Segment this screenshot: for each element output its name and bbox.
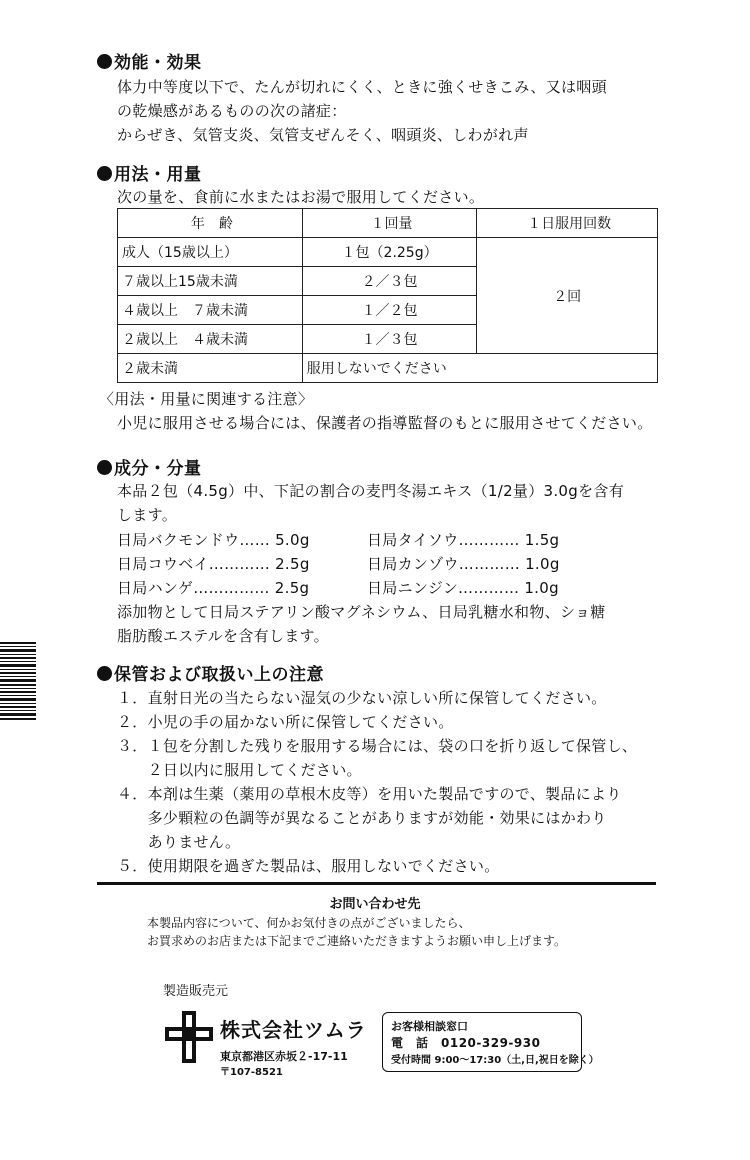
dosage-heading: 用法・用量 [97,160,202,185]
storage-item: ５．使用期限を過ぎた製品は、服用しないでください。 [117,857,500,875]
ingredient-item: 日局カンゾウ………… 1.0g [367,555,560,573]
table-row [118,354,658,383]
contact-box [382,1012,599,1072]
contact-title: お客様相談窓口 [391,1020,468,1033]
divider [97,882,656,885]
storage-item: ４．本剤は生薬（薬用の草根木皮等）を用いた製品ですので、製品により [117,785,622,803]
ingredients-heading: 成分・分量 [97,454,202,479]
amount-cell: １包（2.25g） [302,238,477,267]
storage-item: ２日以内に服用してください。 [117,761,362,779]
inquiry-title: お問い合わせ先 [329,897,421,912]
storage-item: １．直射日光の当たらない湿気の少ない涼しい所に保管してください。 [117,689,607,707]
dosage-intro: 次の量を、食前に水またはお湯で服用してください。 [117,188,485,206]
inquiry-text: 本製品内容について、何かお気付きの点がございましたら、 [147,916,471,930]
ingredients-text: します。 [117,506,178,524]
amount-cell: ２／３包 [302,267,477,296]
header-times: １日服用回数 [477,209,658,238]
storage-item: 多少顆粒の色調等が異なることがありますが効能・効果にはかわり [117,809,607,827]
bullet-icon [97,166,112,181]
company-zip: 〒107-8521 [220,1067,283,1078]
storage-heading: 保管および取扱い上の注意 [97,660,324,685]
efficacy-text: からぜき、気管支炎、気管支ぜんそく、咽頭炎、しわがれ声 [117,126,529,144]
ingredient-item: 日局コウベイ………… 2.5g [117,555,310,573]
storage-item: ３．１包を分割した残りを服用する場合には、袋の口を折り返して保管し、 [117,737,638,755]
additives-text: 脂肪酸エステルを含有します。 [117,627,329,645]
manufacturer-label: 製造販売元 [163,984,229,999]
efficacy-text: の乾燥感があるものの次の諸症： [117,102,347,120]
contact-phone: 電 話 0120-329-930 [391,1036,541,1050]
times-cell: ２回 [477,238,658,354]
storage-item: ２．小児の手の届かない所に保管してください。 [117,713,454,731]
company-address: 東京都港区赤坂２-17-11 [220,1050,348,1063]
company-name: 株式会社ツムラ [220,1018,367,1042]
dosage-note-title: 〈用法・用量に関連する注意〉 [99,390,314,408]
header-amount: １回量 [302,209,477,238]
age-cell: ７歳以上15歳未満 [118,267,303,296]
ingredient-item: 日局タイソウ………… 1.5g [367,531,560,549]
age-cell: 成人（15歳以上） [118,238,303,267]
storage-item: ありません。 [117,833,241,851]
age-cell: ４歳以上 ７歳未満 [118,296,303,325]
ingredient-item: 日局ニンジン………… 1.0g [367,579,559,597]
contact-hours: 受付時間 9:00〜17:30（土,日,祝日を除く） [391,1055,599,1066]
dosage-table-header [118,209,658,238]
dosage-note-text: 小児に服用させる場合には、保護者の指導監督のもとに服用させてください。 [117,414,653,432]
amount-cell: １／３包 [302,325,477,354]
bullet-icon [97,666,112,681]
inquiry-text: お買求めのお店または下記までご連絡いただきますようお願い申し上げます。 [147,934,567,948]
bullet-icon [97,54,112,69]
age-cell: ２歳以上 ４歳未満 [118,325,303,354]
age-cell: ２歳未満 [118,354,303,383]
header-age: 年 齢 [118,209,303,238]
efficacy-heading: 効能・効果 [97,48,202,73]
bullet-icon [97,460,112,475]
amount-cell: １／２包 [302,296,477,325]
ingredient-item: 日局バクモンドウ…… 5.0g [117,531,310,549]
ingredients-text: 本品２包（4.5g）中、下記の割合の麦門冬湯エキス（1/2量）3.0gを含有 [117,482,624,500]
ingredient-item: 日局ハンゲ…………… 2.5g [117,579,310,597]
no-use-note: 服用しないでください [302,354,657,383]
additives-text: 添加物として日局ステアリン酸マグネシウム、日局乳糖水和物、ショ糖 [117,603,606,621]
efficacy-text: 体力中等度以下で、たんが切れにくく、ときに強くせきこみ、又は咽頭 [117,78,607,96]
table-row [118,238,658,267]
tsumura-logo-icon [165,1011,213,1063]
barcode-graphic [0,642,36,720]
dosage-table [117,208,658,383]
